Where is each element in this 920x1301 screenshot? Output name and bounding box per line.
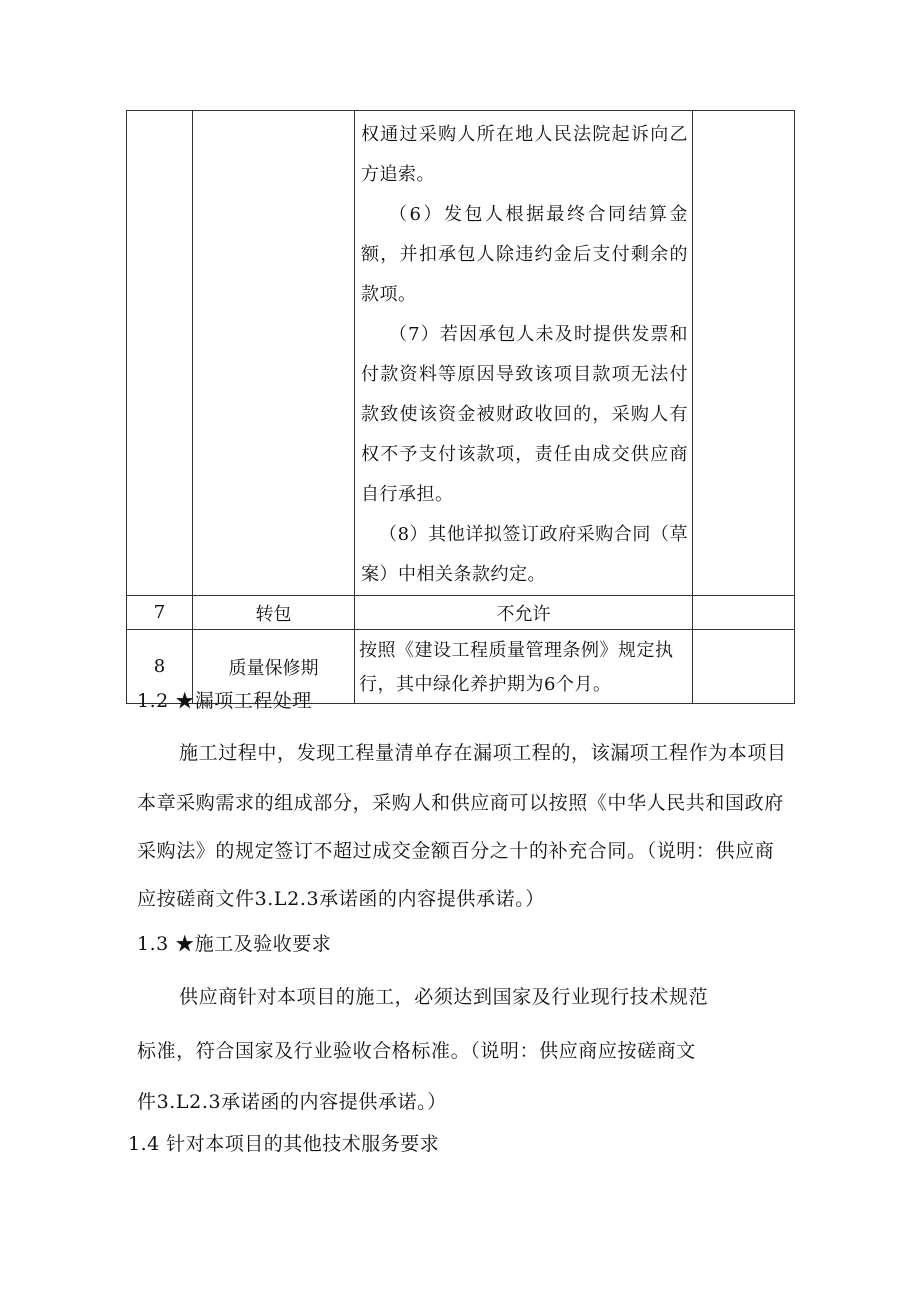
item-content-cell [355,630,693,704]
paragraph-line: 施工过程中，发现工程量清单存在漏项工程的，该漏项工程作为本项目 [179,742,787,764]
section-heading-1-4: 1.4 针对本项目的其他技术服务要求 [128,1133,440,1155]
content-line: 权通过采购人所在地人民法院起诉向乙方追索。 [361,124,688,185]
content-line: （8）其他详拟签订政府采购合同（草案）中相关条款约定。 [361,524,688,585]
item-name-cell: 质量保修期 [193,630,355,704]
paragraph-line: 本章采购需求的组成部分，采购人和供应商可以按照《中华人民共和国政府 [137,792,784,814]
paragraph-line: 应按磋商文件3.L2.3承诺函的内容提供承诺。） [137,888,545,910]
row-number-cell: 7 [127,596,193,630]
content-line: （7）若因承包人未及时提供发票和付款资料等原因导致该项目款项无法付款致使该资金被财政收回的，采购人有权不予支付该款项，责任由成交供应商自行承担。 [361,324,688,505]
paragraph-line: 采购法》的规定签订不超过成交金额百分之十的补充合同。（说明：供应商 [137,840,775,862]
paragraph-line: 供应商针对本项目的施工，必须达到国家及行业现行技术规范 [179,986,709,1008]
item-name-cell [193,111,355,596]
remark-cell [693,630,795,704]
requirements-table [126,110,795,704]
row-number-cell [127,111,193,596]
paragraph-line: 标准，符合国家及行业验收合格标准。（说明：供应商应按磋商文 [137,1040,696,1062]
item-content-cell: 不允许 [355,596,693,630]
row-number-cell: 8 [127,630,193,704]
section-heading-1-2: 1.2 ★漏项工程处理 [137,690,312,712]
content-line: （6）发包人根据最终合同结算金额，并扣承包人除违约金后支付剩余的款项。 [361,204,688,305]
content-line: 按照《建设工程质量管理条例》规定执行，其中绿化养护期为6个月。 [359,640,674,695]
remark-cell [693,111,795,596]
table-row [127,111,795,596]
item-content-cell [355,111,693,596]
remark-cell [693,596,795,630]
table-row [127,596,795,630]
paragraph-line: 件3.L2.3承诺函的内容提供承诺。） [137,1091,447,1113]
section-heading-1-3: 1.3 ★施工及验收要求 [137,933,332,955]
item-name-cell: 转包 [193,596,355,630]
